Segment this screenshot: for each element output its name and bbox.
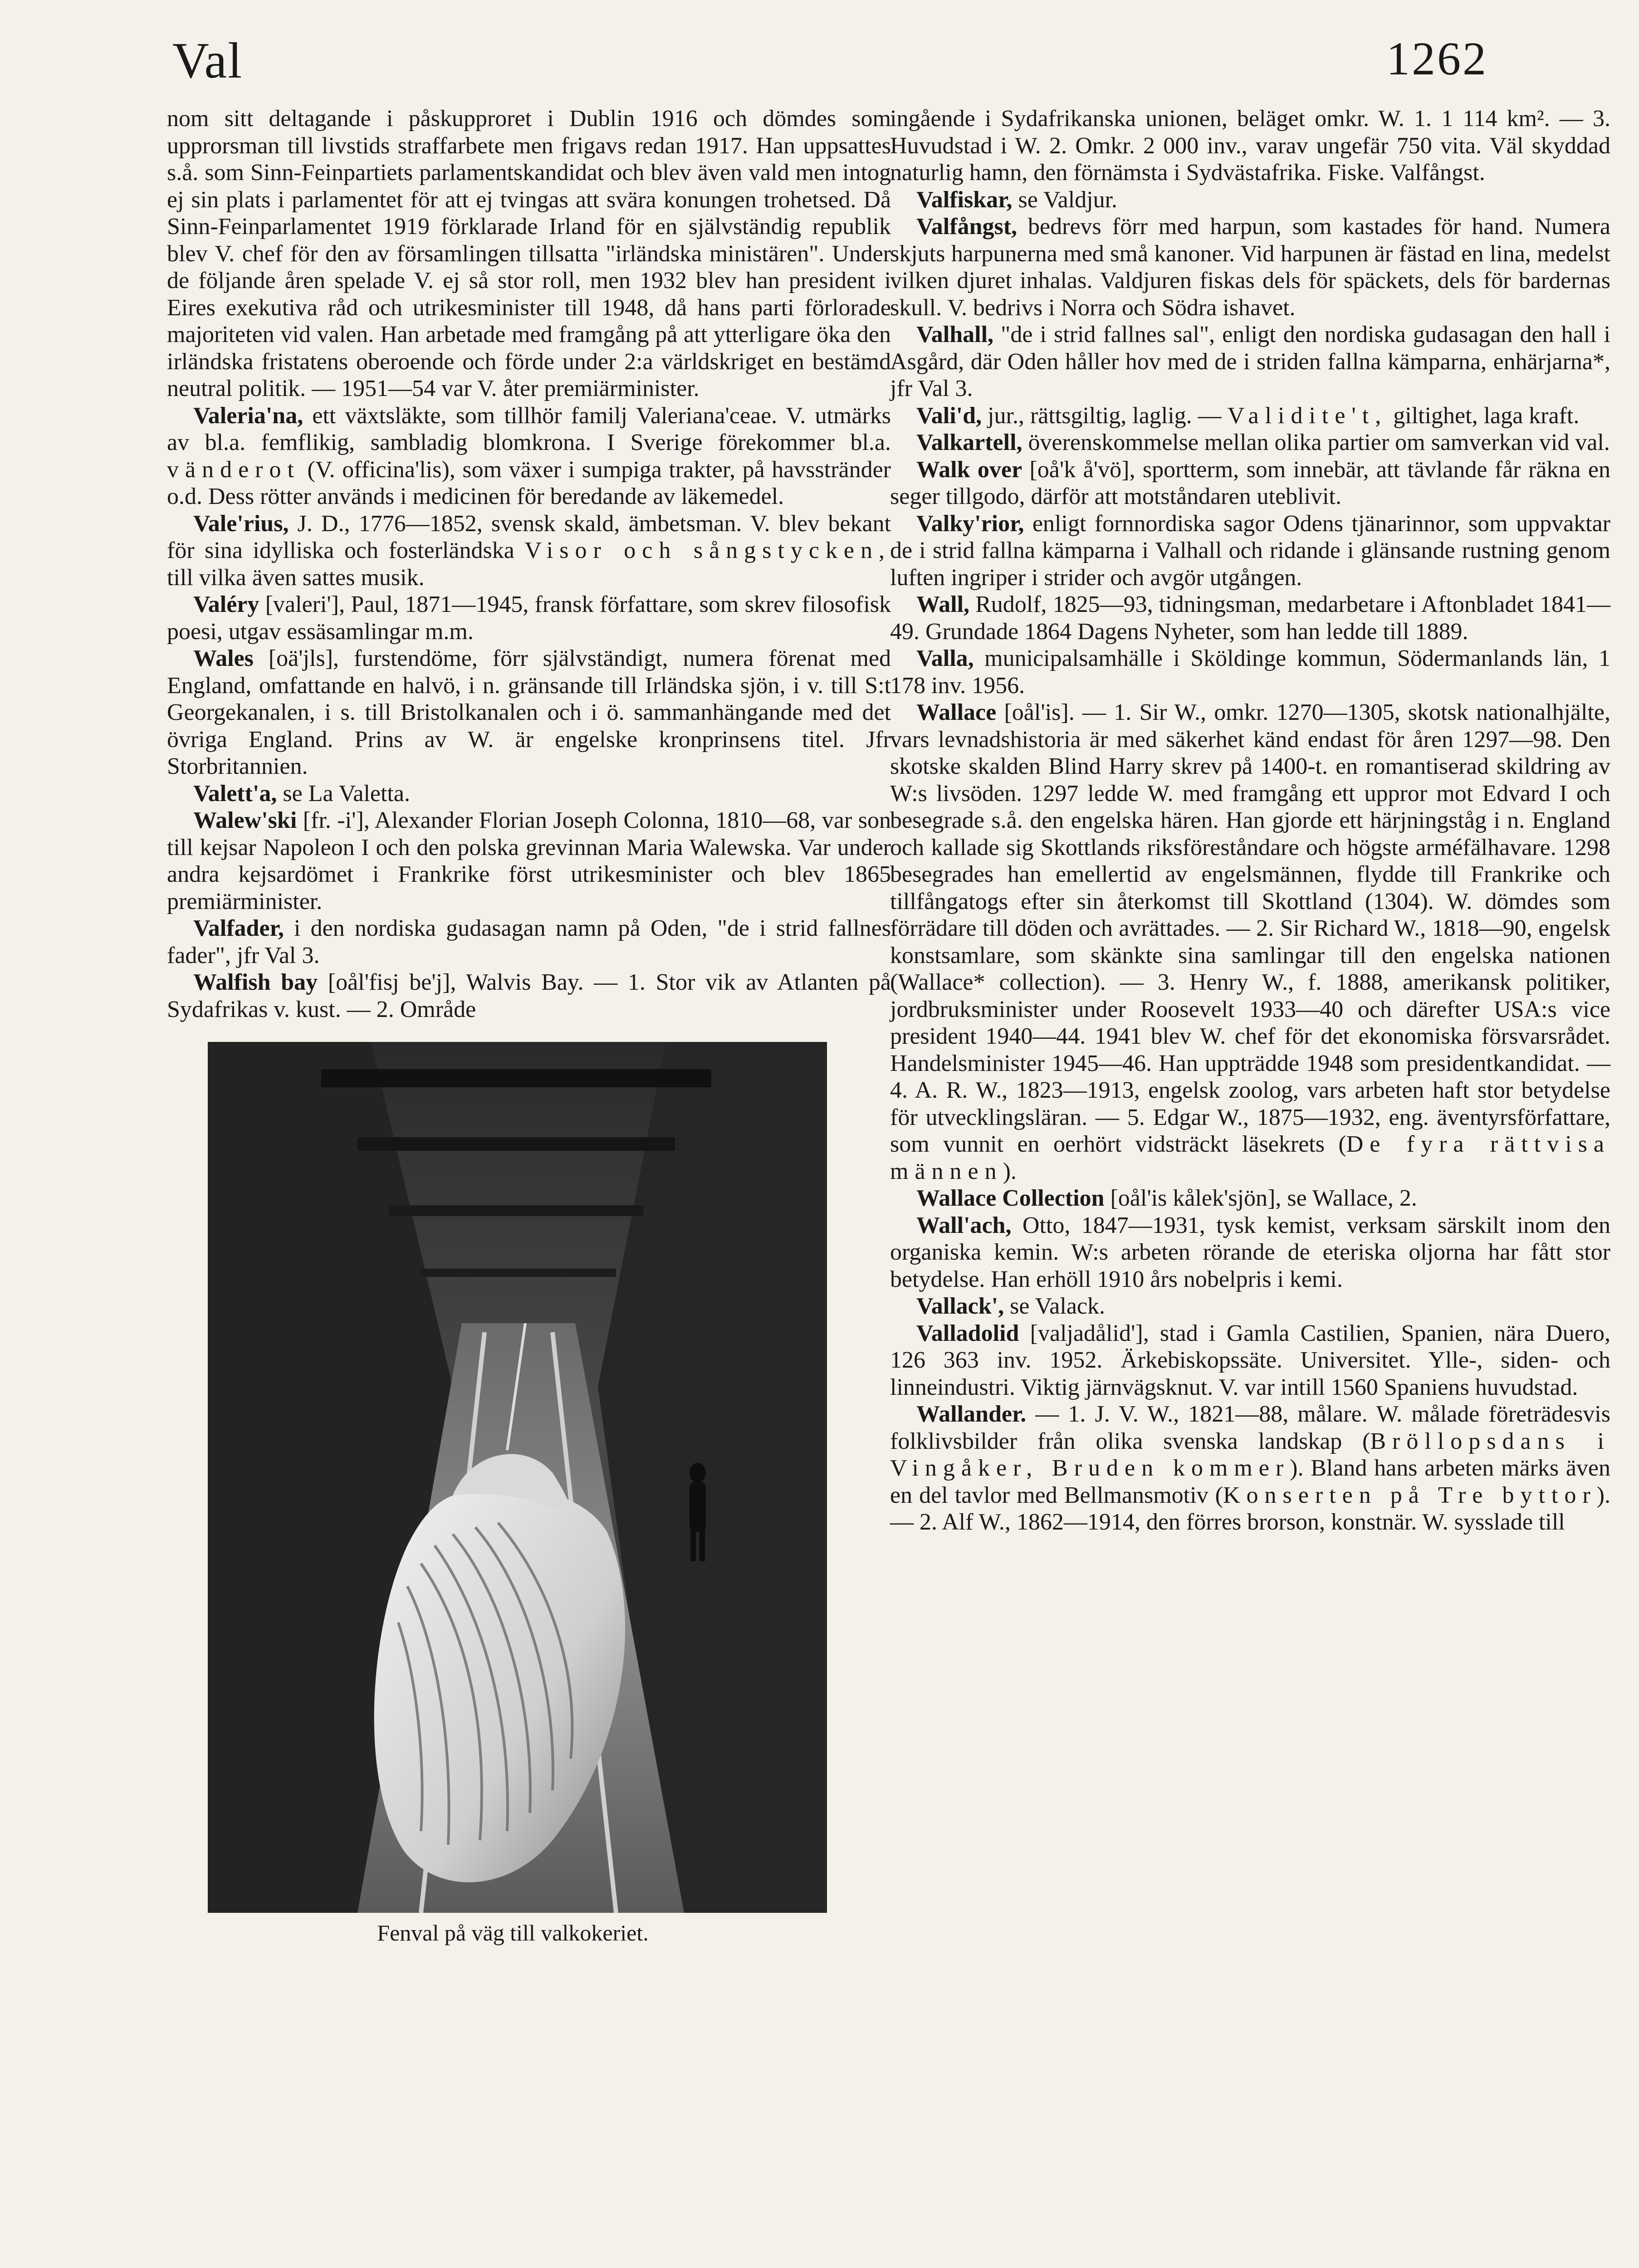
headword: Valladolid [916,1320,1019,1346]
spaced-term: Bröllopsdans i Vingåker, Bruden kommer [890,1428,1610,1481]
entry-text: bedrevs förr med harpun, som kastades för hand. Numera skjuts harpunerna med små kanoner. Vid harpunen är fästad en lina, medelst vilken djuret inhalas. Valdjuren fiskas dels för späckets, dels för bardernas skull. V. bedrivs i Norra och Södra ishavet. [890,214,1610,321]
entry-wales [167,645,891,780]
entry-text: ). [1003,1158,1017,1184]
entry-text: se Valdjur. [1012,186,1118,213]
entry-vallack [890,1293,1610,1320]
entry-text: se Valack. [1004,1293,1105,1319]
headword: Wallander. [916,1401,1027,1427]
headword: Wallace [916,699,997,725]
entry-wallach [890,1212,1610,1293]
headword: Walew'ski [193,807,297,833]
entry-valid [890,402,1610,430]
headword: Walfish bay [193,969,318,995]
spaced-term: Visor och sångstycken, [524,538,891,563]
entry-text: [oål'is]. — 1. Sir W., omkr. 1270—1305, skotsk nationalhjälte, vars levnadshistoria är med säkerhet känd endast för åren 1297—98. Den skotske skalden Blind Harry skrev på 1400-t. en romantiserad skildring av W:s livsöden. 1297 ledde W. med framgång ett uppror mot Edvard I och besegrade s.å. den engelska hären. Han gjorde ett härjningståg i n. England och kallade sig Skottlands riksföreståndare och högste arméfälhavare. 1298 besegrades han emellertid av engelsmännen, flydde till Frankrike och tillfångatogs efter sin återkomst till Skottland (1304). W. dömdes som förrädare till döden och avrättades. — 2. Sir Richard W., 1818—90, engelsk konstsamlare, som skänkte sina samlingar till den engelska nationen (Wallace* collection). — 3. Henry W., f. 1888, amerikansk politiker, jordbruksminister under Roosevelt 1933—40 och därefter USA:s vice president 1940—44. 1941 blev W. chef för det ekonomiska försvarsrådet. Handelsminister 1945—46. Han uppträdde 1948 som presidentkandidat. — 4. A. R. W., 1823—1913, engelsk zoolog, vars arbeten haft stor betydelse för utvecklingsläran. — 5. Edgar W., 1875—1932, eng. äventyrsförfattare, som vunnit en oerhört vidsträckt läsekrets ( [890,699,1610,1157]
entry-valladolid [890,1320,1610,1401]
whale-photo [208,1042,827,1913]
entry-text: ). — 2. Alf W., 1862—1914, den förres brorson, konstnär. W. sysslade till [890,1482,1610,1535]
headword: Valkartell, [916,430,1023,455]
entry-text: [oål'is kålek'sjön], se Wallace, 2. [1104,1185,1417,1211]
entry-walewski [167,807,891,915]
entry-text: ). Bland hans arbeten märks även en del tavlor med Bellmansmotiv ( [890,1455,1610,1508]
entry-valfiskar [890,186,1610,214]
entry-text: J. D., 1776—1852, svensk skald, ämbetsman. V. blev bekant för sina idylliska och fosterländska [167,510,891,563]
entry-text: till vilka även sattes musik. [167,564,425,591]
entry-text: "de i strid fallnes sal", enligt den nordiska gudasagan den hall i Asgård, där Oden håller hov med de i striden fallna kämparna, enhärjarna*, jfr Val 3. [890,322,1610,401]
entry-text: Rudolf, 1825—93, tidningsman, medarbetare i Aftonbladet 1841—49. Grundade 1864 Dagens Nyheter, som han ledde till 1889. [890,591,1610,645]
figure [208,1042,827,1946]
entry-text: giltighet, laga kraft. [1387,402,1580,429]
headword: Valéry [193,591,259,617]
entry-valfader [167,915,891,969]
figure-caption: Fenval på väg till valkokeriet. [377,1920,649,1945]
spaced-term: Konserten på Tre byttor [1223,1482,1597,1508]
entry-text: (V. officina'lis), som växer i sumpiga trakter, på havsstränder o.d. Dess rötter används i medicinen för beredande av läkemedel. [167,456,891,509]
headword: Wales [193,645,254,671]
entry-valeriana [167,402,891,510]
headword: Wall'ach, [916,1212,1012,1238]
entry-text: i den nordiska gudasagan namn på Oden, "de i strid fallnes fader", jfr Val 3. [167,915,891,968]
entry-valkartell [890,429,1610,456]
spaced-term: De fyra rättvisa männen [890,1131,1610,1184]
headword: Vali'd, [916,402,982,429]
header-word: Val [172,33,243,89]
entry-valla [890,645,1610,699]
entry-continuation: nom sitt deltagande i påskupproret i Dublin 1916 och dömdes som upprorsman till livstids straffarbete men frigavs redan 1917. Han uppsattes s.å. som Sinn-Feinpartiets parlamentskandidat och blev även vald men intog ej sin plats i parlamentet för att ej tvingas att svära konungen trohetsed. Då Sinn-Feinparlamentet 1919 förklarade Irland för en självständig republik blev V. chef för den av församlingen tillsatta "irländska ministären". Under de följande åren spelade V. ej så stor roll, men 1932 blev han president i Eires exekutiva råd och utrikesminister till 1948, då hans parti förlorade majoriteten vid valen. Han arbetade med framgång på att ytterligare öka den irländska fristatens oberoende och förde under 2:a världskriget en bestämd neutral politik. — 1951—54 var V. åter premiärminister. [167,106,891,401]
entry-text: — 1. J. V. W., 1821—88, målare. W. målade företrädesvis folklivsbilder från olika svenska landskap ( [890,1401,1610,1454]
entry-text: [valeri'], Paul, 1871—1945, fransk författare, som skrev filosofisk poesi, utgav essäsamlingar m.m. [167,591,891,645]
entry-text: [oä'jls], furstendöme, förr självständigt, numera förenat med England, omfattande en halvö, i n. gränsande till Irländska sjön, i v. till S:t Georgekanalen, i s. till Bristolkanalen och i ö. sammanhängande med det övriga England. Prins av W. är engelske kronprinsens titel. Jfr Storbritannien. [167,645,891,779]
entry-text: jur., rättsgiltig, laglig. — [982,402,1228,429]
headword: Wallace Collection [916,1185,1105,1211]
entry-walk-over [890,456,1610,510]
headword: Valeria'na, [193,402,303,429]
entry-text: enligt fornnordiska sagor Odens tjänarinnor, som uppvaktar de i strid fallna kämparna i Valhall och ridande i glänsande rustning genom luften ingriper i strider och avgör utgången. [890,510,1610,591]
entry-walfish-bay [167,969,891,1023]
right-column [890,105,1610,1536]
entry-text: [valjadålid'], stad i Gamla Castilien, Spanien, nära Duero, 126 363 inv. 1952. Ärkebiskopssäte. Universitet. Ylle-, siden- och linneindustri. Viktig järnvägsknut. V. var intill 1560 Spaniens huvudstad. [890,1320,1610,1400]
headword: Valfader, [193,915,284,941]
entry-text: [oål'fisj be'j], Walvis Bay. — 1. Stor vik av Atlanten på Sydafrikas v. kust. — 2. Område [167,969,891,1022]
headword: Wall, [916,591,970,617]
headword: Vale'rius, [193,510,289,537]
headword: Valhall, [916,322,994,347]
entry-text: [oå'k å'vö], sportterm, som innebär, att tävlande får räkna en seger tillgodo, därför att motståndaren uteblivit. [890,456,1610,509]
entry-text: se La Valetta. [277,780,410,807]
entry-valkyrior [890,510,1610,591]
running-head [172,32,1488,95]
spaced-term: Validite't, [1227,402,1388,429]
entry-wallace-collection [890,1185,1610,1212]
headword: Valla, [916,645,974,671]
entry-valerius [167,510,891,591]
entry-continuation: ingående i Sydafrikanska unionen, beläget omkr. W. 1. 1 114 km². — 3. Huvudstad i W. 2. Omkr. 2 000 inv., varav ungefär 750 vita. Väl skyddad naturlig hamn, den förnämsta i Sydvästafrika. Fiske. Valfångst. [890,106,1610,186]
headword: Valett'a, [193,780,277,807]
page-number: 1262 [1386,33,1488,85]
headword: Valfångst, [916,214,1018,240]
entry-text: [fr. -i'], Alexander Florian Joseph Colonna, 1810—68, var son till kejsar Napoleon I och den polska grevinnan Maria Walewska. Var under andra kejsardömet i Frankrike först utrikesminister och blev 1865 premiärminister. [167,807,891,914]
entry-wallace [890,699,1610,1185]
spaced-term: vänderot [167,456,300,483]
entry-wallander [890,1401,1610,1536]
entry-text: överenskommelse mellan olika partier om samverkan vid val. [1022,430,1610,455]
headword: Valky'rior, [916,510,1024,537]
headword: Valfiskar, [916,186,1013,213]
entry-text: municipalsamhälle i Sköldinge kommun, Södermanlands län, 1 178 inv. 1956. [890,645,1610,699]
entry-text: Otto, 1847—1931, tysk kemist, verksam särskilt inom den organiska kemin. W:s arbeten rörande de eteriska oljorna har fått stor betydelse. Han erhöll 1910 års nobelpris i kemi. [890,1212,1610,1292]
headword: Walk over [916,456,1023,483]
entry-wall [890,591,1610,645]
entry-valhall [890,321,1610,402]
entry-text: ett växtsläkte, som tillhör familj Valeriana'ceae. V. utmärks av bl.a. femflikig, sambladig blomkrona. I Sverige förekommer bl.a. [167,402,891,455]
entry-valetta [167,780,891,807]
entry-valfangst [890,213,1610,321]
headword: Vallack', [916,1293,1004,1319]
left-column [167,105,891,1946]
entry-valery [167,591,891,645]
